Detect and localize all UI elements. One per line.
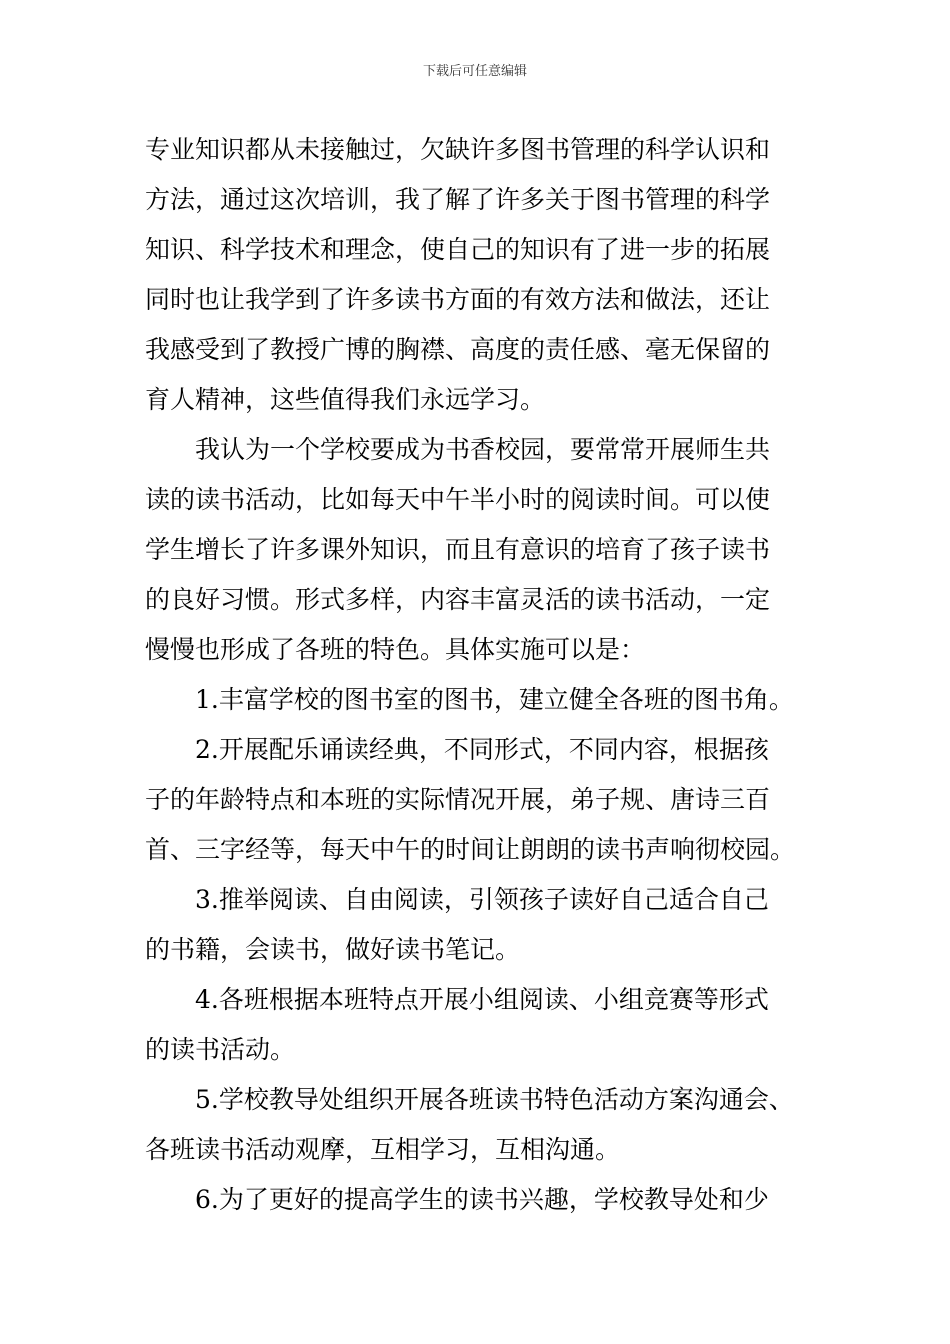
text-line: 子的年龄特点和本班的实际情况开展，弟子规、唐诗三百 [145, 785, 771, 814]
text-line: 的读书活动。 [145, 1035, 296, 1064]
page-header-note: 下载后可任意编辑 [422, 64, 527, 79]
text-line: 方法，通过这次培训，我了解了许多关于图书管理的科学 [145, 185, 771, 214]
text-line: 的良好习惯。形式多样，内容丰富灵活的读书活动，一定 [145, 585, 771, 614]
text-line: 知识、科学技术和理念，使自己的知识有了进一步的拓展 [145, 235, 771, 264]
text-line: 育人精神，这些值得我们永远学习。 [145, 385, 546, 414]
text-line: 各班读书活动观摩，互相学习，互相沟通。 [145, 1135, 621, 1164]
list-item-5: 5.学校教导处组织开展各班读书特色活动方案沟通会、 [195, 1085, 794, 1114]
list-item-3: 3.推举阅读、自由阅读，引领孩子读好自己适合自己 [195, 885, 769, 914]
list-item-2: 2.开展配乐诵读经典，不同形式，不同内容，根据孩 [195, 735, 769, 764]
list-item-6: 6.为了更好的提高学生的读书兴趣，学校教导处和少 [195, 1185, 769, 1214]
list-item-1: 1.丰富学校的图书室的图书，建立健全各班的图书角。 [195, 685, 794, 714]
text-line: 专业知识都从未接触过，欠缺许多图书管理的科学认识和 [145, 135, 771, 164]
text-line: 我感受到了教授广博的胸襟、高度的责任感、毫无保留的 [145, 335, 771, 364]
text-line: 读的读书活动，比如每天中午半小时的阅读时间。可以使 [145, 485, 771, 514]
text-line: 同时也让我学到了许多读书方面的有效方法和做法，还让 [145, 285, 771, 314]
text-line: 慢慢也形成了各班的特色。具体实施可以是： [145, 635, 646, 664]
paragraph-start-line: 我认为一个学校要成为书香校园，要常常开展师生共 [195, 435, 771, 464]
text-line: 首、三字经等，每天中午的时间让朗朗的读书声响彻校园。 [145, 835, 796, 864]
body-text [145, 125, 825, 1225]
list-item-4: 4.各班根据本班特点开展小组阅读、小组竞赛等形式 [195, 985, 769, 1014]
text-line: 的书籍，会读书，做好读书笔记。 [145, 935, 521, 964]
text-line: 学生增长了许多课外知识，而且有意识的培育了孩子读书 [145, 535, 771, 564]
